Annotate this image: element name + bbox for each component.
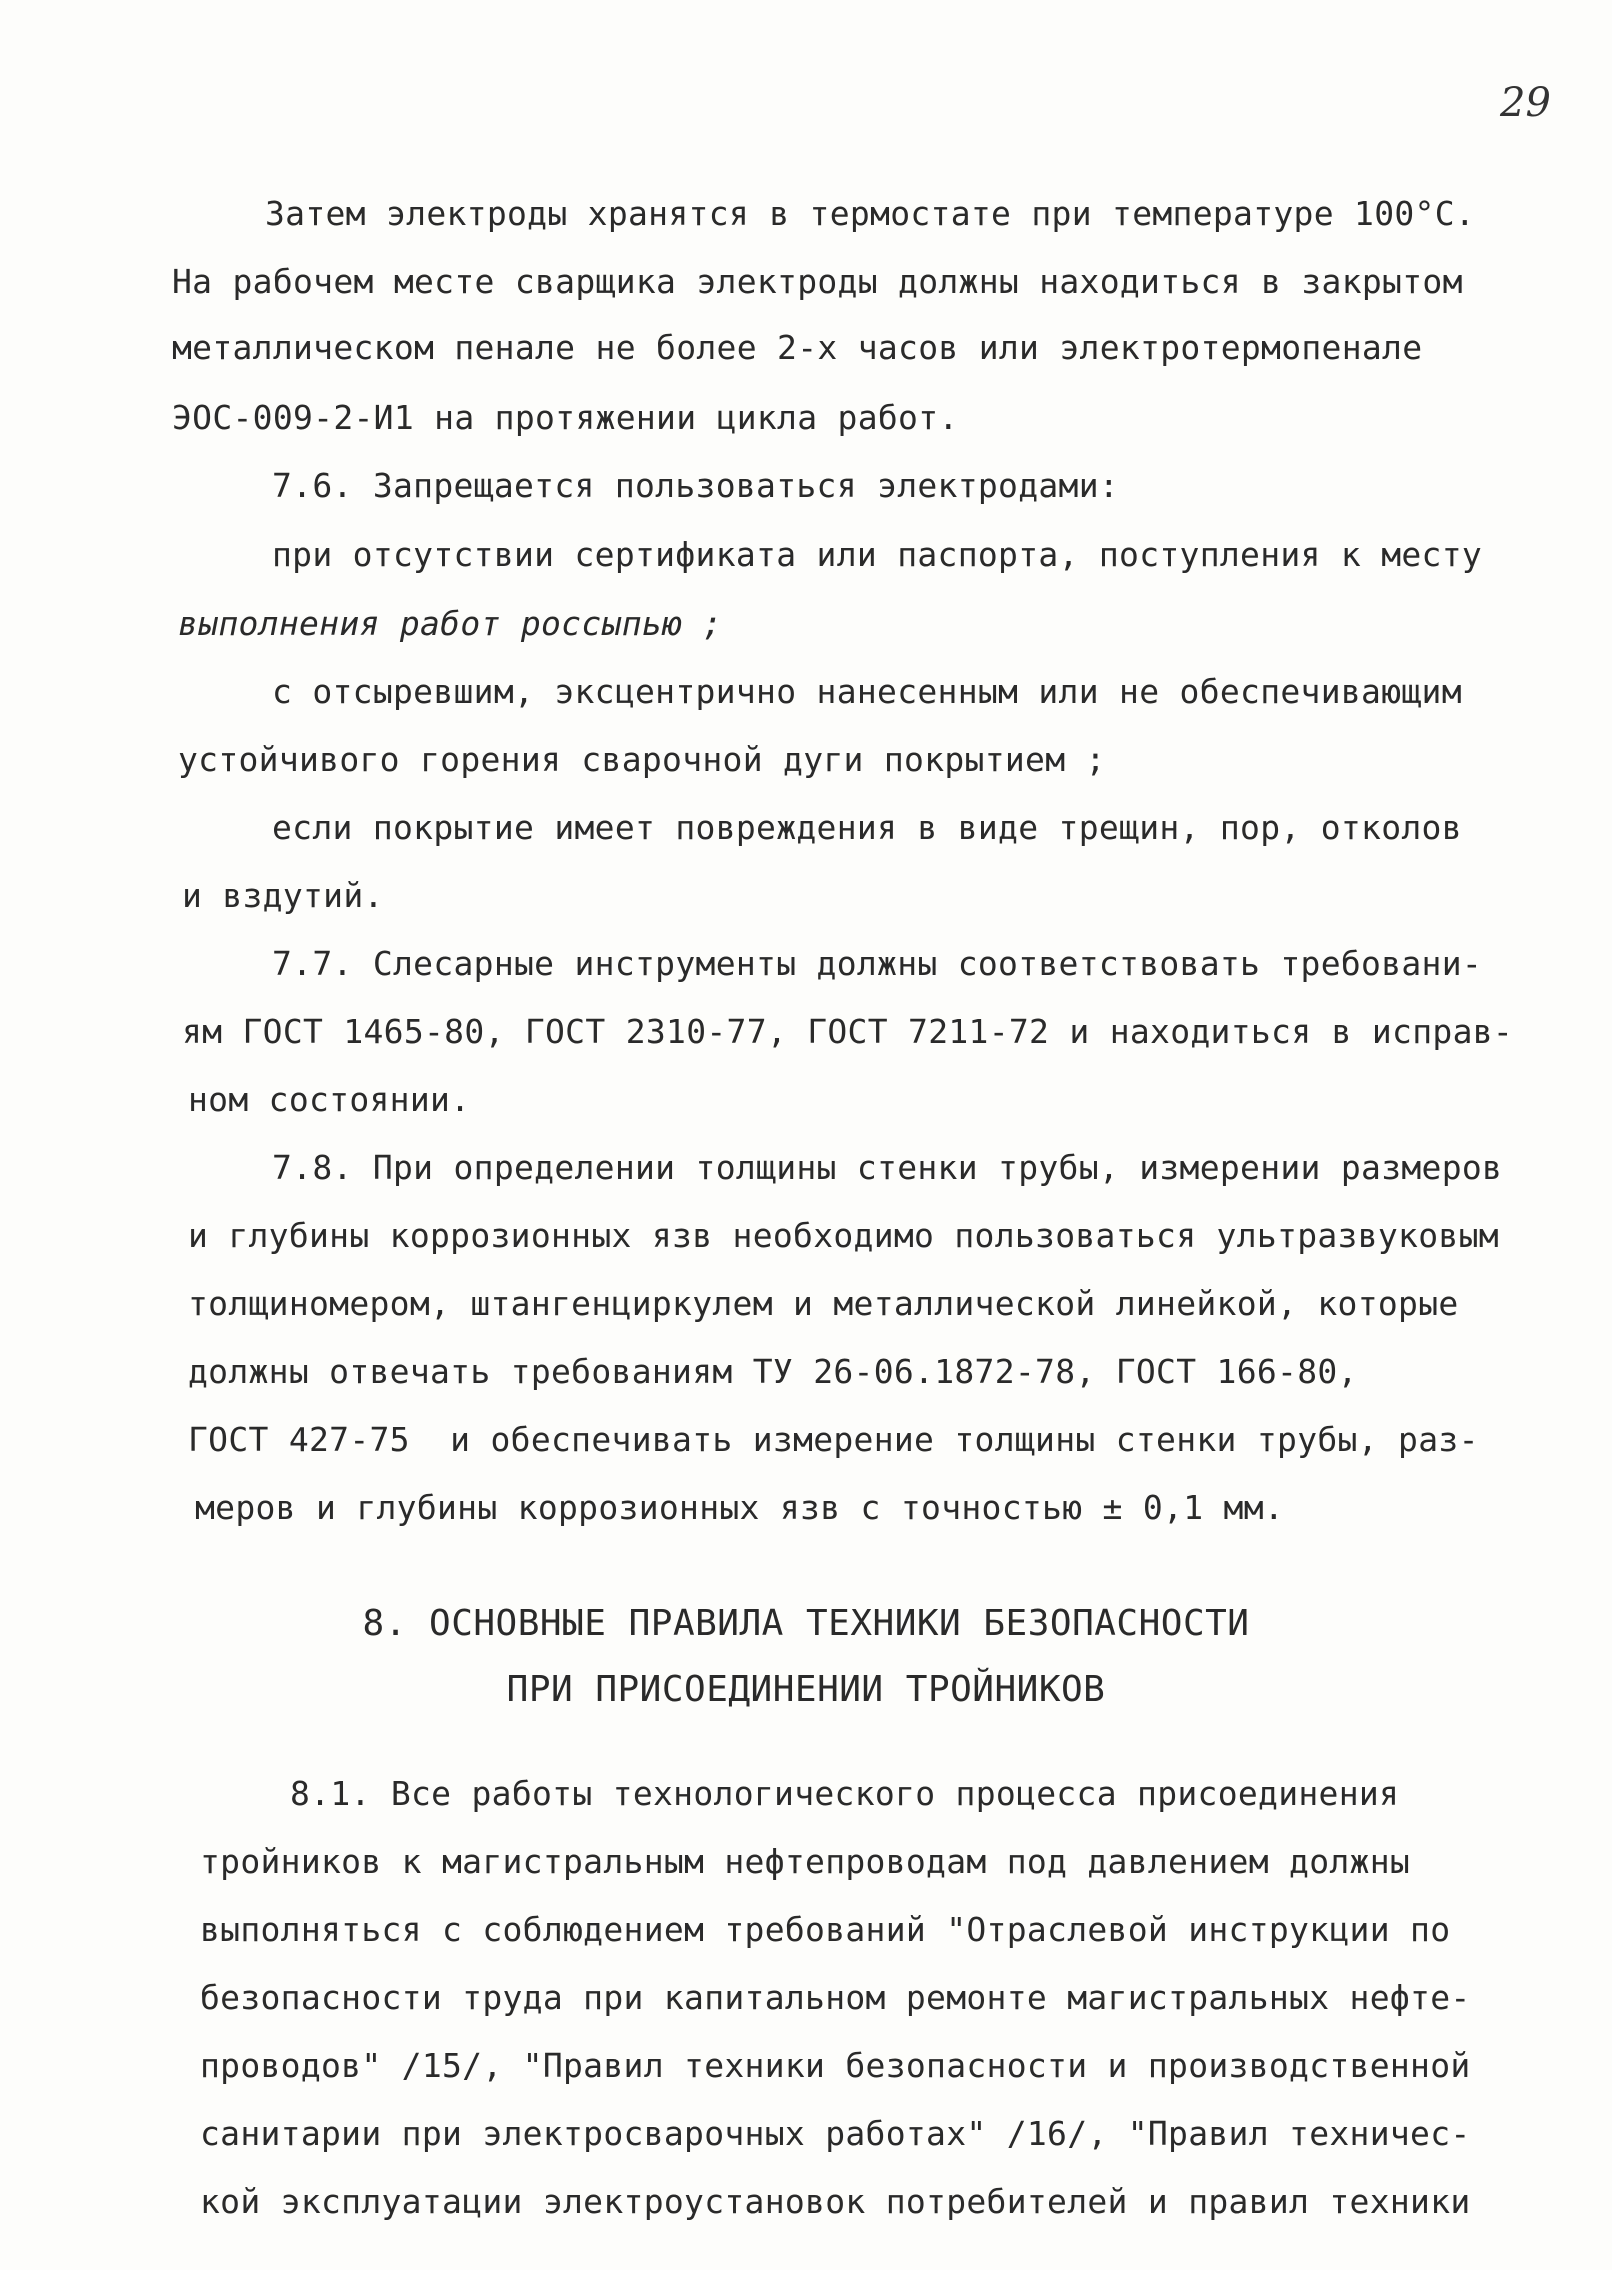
text-line: 7.8. При определении толщины стенки трубы, измерении размеров bbox=[272, 1148, 1503, 1187]
text-line: и глубины коррозионных язв необходимо пользоваться ультразвуковым bbox=[188, 1216, 1499, 1255]
text-line: ям ГОСТ 1465-80, ГОСТ 2310-77, ГОСТ 7211-72 и находиться в исправ- bbox=[182, 1012, 1514, 1051]
text-line: 8.1. Все работы технологического процесса присоединения bbox=[290, 1774, 1400, 1813]
text-line: санитарии при электросварочных работах" /16/, "Правил техничес- bbox=[200, 2114, 1471, 2153]
text-line: На рабочем месте сварщика электроды должны находиться в закрытом bbox=[172, 262, 1463, 301]
page-number: 29 bbox=[1500, 80, 1551, 126]
text-line: с отсыревшим, эксцентрично нанесенным или не обеспечивающим bbox=[272, 672, 1462, 711]
text-line: тройников к магистральным нефтепроводам под давлением должны bbox=[200, 1842, 1411, 1881]
text-line: должны отвечать требованиям ТУ 26-06.1872-78, ГОСТ 166-80, bbox=[188, 1352, 1358, 1391]
text-line: металлическом пенале не более 2-х часов или электротермопенале bbox=[172, 328, 1423, 367]
text-line: толщиномером, штангенциркулем и металлической линейкой, которые bbox=[188, 1284, 1459, 1323]
text-line: 7.6. Запрещается пользоваться электродами: bbox=[272, 466, 1120, 505]
text-line: выполняться с соблюдением требований "Отраслевой инструкции по bbox=[200, 1910, 1451, 1949]
text-line: 7.7. Слесарные инструменты должны соответствовать требовани- bbox=[272, 944, 1483, 983]
text-line: кой эксплуатации электроустановок потребителей и правил техники bbox=[200, 2182, 1471, 2221]
text-line: Затем электроды хранятся в термостате при температуре 100°С. bbox=[265, 194, 1476, 233]
text-line: если покрытие имеет повреждения в виде трещин, пор, отколов bbox=[272, 808, 1462, 847]
text-line: ЭОС-009-2-И1 на протяжении цикла работ. bbox=[172, 398, 959, 437]
section-heading-line-2: ПРИ ПРИСОЕДИНЕНИИ ТРОЙНИКОВ bbox=[506, 1669, 1106, 1710]
text-line: выполнения работ россыпью ; bbox=[178, 604, 723, 643]
text-line: и вздутий. bbox=[182, 876, 384, 915]
section-heading-line-1: 8. ОСНОВНЫЕ ПРАВИЛА ТЕХНИКИ БЕЗОПАСНОСТИ bbox=[362, 1603, 1250, 1644]
text-line: устойчивого горения сварочной дуги покрытием ; bbox=[178, 740, 1106, 779]
text-line: ГОСТ 427-75 и обеспечивать измерение толщины стенки трубы, раз- bbox=[188, 1420, 1479, 1459]
text-line: проводов" /15/, "Правил техники безопасности и производственной bbox=[200, 2046, 1471, 2085]
text-line: безопасности труда при капитальном ремонте магистральных нефте- bbox=[200, 1978, 1471, 2017]
text-line: меров и глубины коррозионных язв с точностью ± 0,1 мм. bbox=[195, 1488, 1285, 1527]
text-line: при отсутствии сертификата или паспорта, поступления к месту bbox=[272, 535, 1483, 574]
text-line: ном состоянии. bbox=[188, 1080, 471, 1119]
